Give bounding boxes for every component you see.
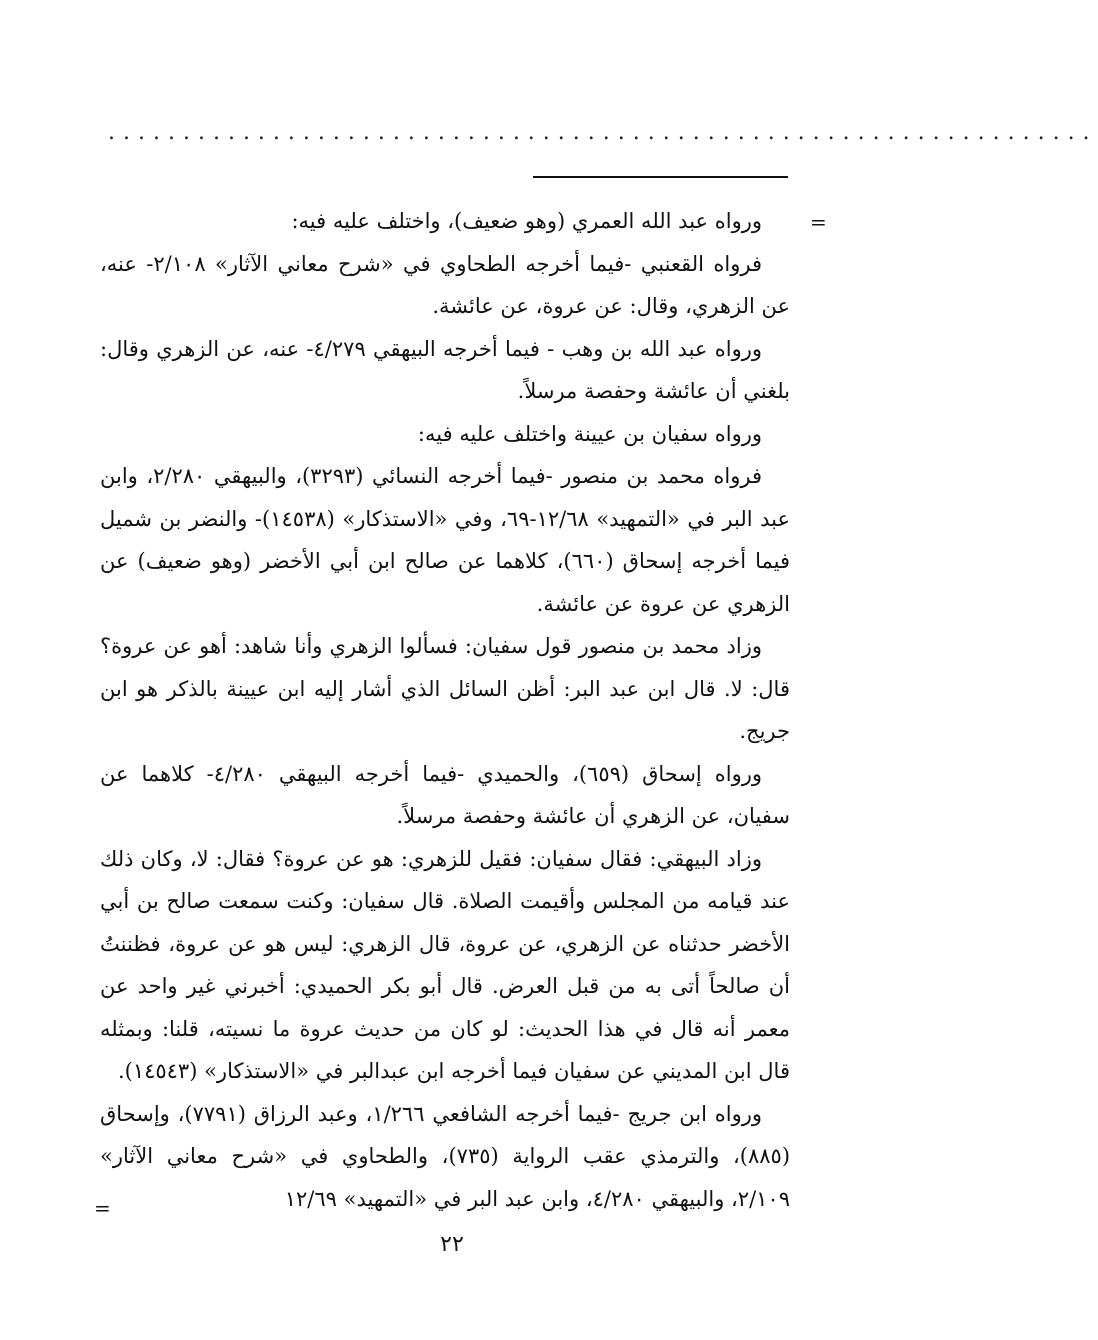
footnote-paragraph: وزاد محمد بن منصور قول سفيان: فسألوا الزهري وأنا شاهد: أهو عن عروة؟ قال: لا. قال ابن عبد البر: أظن السائل الذي أشار إليه ابن عيينة بالذكر هو ابن جريج. (100, 634, 790, 743)
footnote-paragraph: ورواه عبد الله العمري (وهو ضعيف)، واختلف عليه فيه: (291, 209, 762, 233)
footnote-paragraph: ورواه عبد الله بن وهب - فيما أخرجه البيهقي ٤/٢٧٩- عنه، عن الزهري وقال: بلغني أن عائشة وحفصة مرسلاً. (100, 336, 790, 403)
footnote-paragraph: ورواه ابن جريج -فيما أخرجه الشافعي ١/٢٦٦، وعبد الرزاق (٧٧٩١)، وإسحاق (٨٨٥)، والترمذي عقب الرواية (٧٣٥)، والطحاوي في «شرح معاني الآثار» ٢/١٠٩، والبيهقي ٤/٢٨٠، وابن عبد البر في «التمهيد» ١٢/٦٩ (100, 1101, 791, 1211)
footnote-paragraph: وزاد البيهقي: فقال سفيان: فقيل للزهري: هو عن عروة؟ فقال: لا، وكان ذلك عند قيامه من المجلس وأقيمت الصلاة. قال سفيان: وكنت سمعت صالح بن أبي الأخضر حدثناه عن الزهري، عن عروة، قال الزهري: ليس هو عن عروة، فظننتُ أن صالحاً أتى به من قبل العرض. قال أبو بكر الحميدي: أخبرني غير واحد عن معمر أنه قال في هذا الحديث: لو كان من حديث عروة ما نسيته، قلنا: وبمثله قال ابن المديني عن سفيان فيما أخرجه ابن عبدالبر في «الاستذكار» (١٤٥٤٣). (100, 846, 790, 1083)
page-number: ٢٢ (440, 1232, 464, 1257)
footnote-rule (533, 176, 788, 178)
trailing-continuation-mark: = (94, 1196, 111, 1220)
continuation-mark: = (810, 210, 827, 234)
footnote-paragraph: فرواه محمد بن منصور -فيما أخرجه النسائي (٣٢٩٣)، والبيهقي ٢/٢٨٠، وابن عبد البر في «التمهيد» ١٢/٦٨-٦٩، وفي «الاستذكار» (١٤٥٣٨)- والنضر بن شميل فيما أخرجه إسحاق (٦٦٠)، كلاهما عن صالح ابن أبي الأخضر (وهو ضعيف) عن الزهري عن عروة عن عائشة. (100, 464, 790, 616)
footnote-text (100, 200, 790, 1220)
footnote-paragraph: ورواه إسحاق (٦٥٩)، والحميدي -فيما أخرجه البيهقي ٤/٢٨٠- كلاهما عن سفيان، عن الزهري أن عائشة وحفصة مرسلاً. (100, 761, 790, 828)
separator-dots: .................................................................. (108, 120, 1098, 145)
footnote-paragraph: ورواه سفيان بن عيينة واختلف عليه فيه: (417, 421, 762, 446)
footnote-paragraph: فرواه القعنبي -فيما أخرجه الطحاوي في «شرح معاني الآثار» ٢/١٠٨- عنه، عن الزهري، وقال: عن عروة، عن عائشة. (100, 251, 790, 318)
